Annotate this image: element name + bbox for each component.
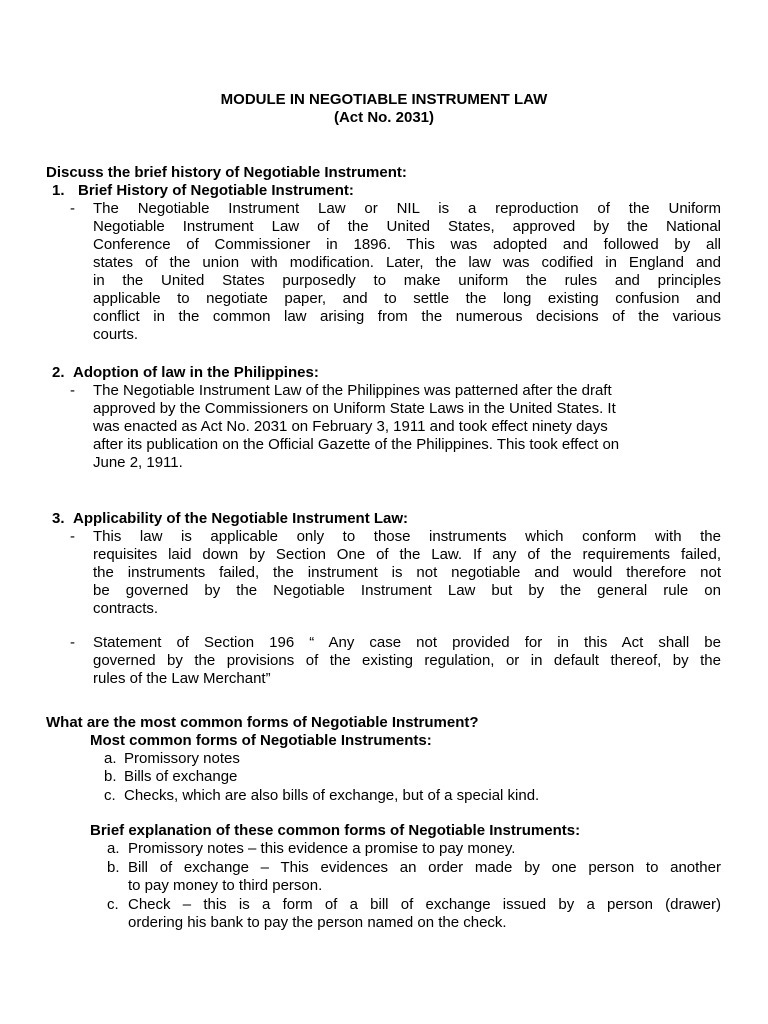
explain-list-marker: b. [107,859,120,876]
section1-line: in the United States purposedly to make uniform the rules and principles [93,272,721,289]
section3-line: contracts. [93,600,159,617]
section2-line: June 2, 1911. [93,454,183,471]
discuss-heading: Discuss the brief history of Negotiable Instrument: [46,164,407,181]
section3-paragraph1 [93,528,721,618]
section3-line: This law is applicable only to those instruments which conform with the [93,528,721,545]
section1-number: 1. [52,182,65,199]
section2-bullet: - [70,382,75,399]
explain-list-marker: a. [107,840,120,857]
section1-line: Conference of Commissioner in 1896. This was adopted and followed by all [93,236,721,253]
explain-list-item [128,896,721,932]
section3-paragraph2 [93,634,721,688]
explain-line: Bill of exchange – This evidences an order made by one person to another [128,859,721,876]
section3-line: Statement of Section 196 “ Any case not provided for in this Act shall be [93,634,721,651]
explain-line: ordering his bank to pay the person named on the check. [128,914,507,931]
section2-number: 2. [52,364,65,381]
explain-heading: Brief explanation of these common forms of Negotiable Instruments: [90,822,581,839]
section1-line: conflict in the common law arising from the numerous decisions of the various [93,308,721,325]
forms-list-marker: a. [104,750,117,767]
section1-heading: Brief History of Negotiable Instrument: [78,182,354,199]
section1-line: courts. [93,326,139,343]
explain-list-item [128,840,721,858]
section2-line: approved by the Commissioners on Uniform State Laws in the United States. It [93,400,616,417]
section3-line: the instruments failed, the instrument is not negotiable and would therefore not [93,564,721,581]
section1-line: applicable to negotiate paper, and to settle the long existing confusion and [93,290,721,307]
section3-line: rules of the Law Merchant” [93,670,271,687]
section3-number: 3. [52,510,65,527]
section1-line: The Negotiable Instrument Law or NIL is a reproduction of the Uniform [93,200,721,217]
section2-paragraph [93,382,721,472]
section3-line: requisites laid down by Section One of the Law. If any of the requirements failed, [93,546,721,563]
section2-heading: Adoption of law in the Philippines: [73,364,319,381]
section1-bullet: - [70,200,75,217]
section3-line: governed by the provisions of the existing regulation, or in default thereof, by the [93,652,721,669]
explain-line: to pay money to third person. [128,877,323,894]
explain-list-item [128,859,721,895]
forms-list-marker: c. [104,787,116,804]
section3-bullet2: - [70,634,75,651]
section1-line: states of the union with modification. Later, the law was codified in England and [93,254,721,271]
forms-list-item: Promissory notes [124,750,240,767]
explain-list-marker: c. [107,896,119,913]
section2-line: The Negotiable Instrument Law of the Philippines was patterned after the draft [93,382,612,399]
forms-list-marker: b. [104,768,117,785]
document-title: MODULE IN NEGOTIABLE INSTRUMENT LAW [220,91,548,108]
forms-heading: Most common forms of Negotiable Instruments: [90,732,432,749]
section3-bullet1: - [70,528,75,545]
section1-line: Negotiable Instrument Law of the United States, approved by the National [93,218,721,235]
document-subtitle: (Act No. 2031) [333,109,435,126]
section2-line: was enacted as Act No. 2031 on February 3, 1911 and took effect ninety days [93,418,608,435]
explain-line: Promissory notes – this evidence a promise to pay money. [128,840,516,857]
forms-question: What are the most common forms of Negotiable Instrument? [46,714,479,731]
section3-heading: Applicability of the Negotiable Instrument Law: [73,510,409,527]
forms-list-item: Checks, which are also bills of exchange, but of a special kind. [124,787,540,804]
section2-line: after its publication on the Official Gazette of the Philippines. This took effect on [93,436,620,453]
section3-line: be governed by the Negotiable Instrument Law but by the general rule on [93,582,721,599]
explain-line: Check – this is a form of a bill of exchange issued by a person (drawer) [128,896,721,913]
section1-paragraph [93,200,721,344]
forms-list-item: Bills of exchange [124,768,238,785]
